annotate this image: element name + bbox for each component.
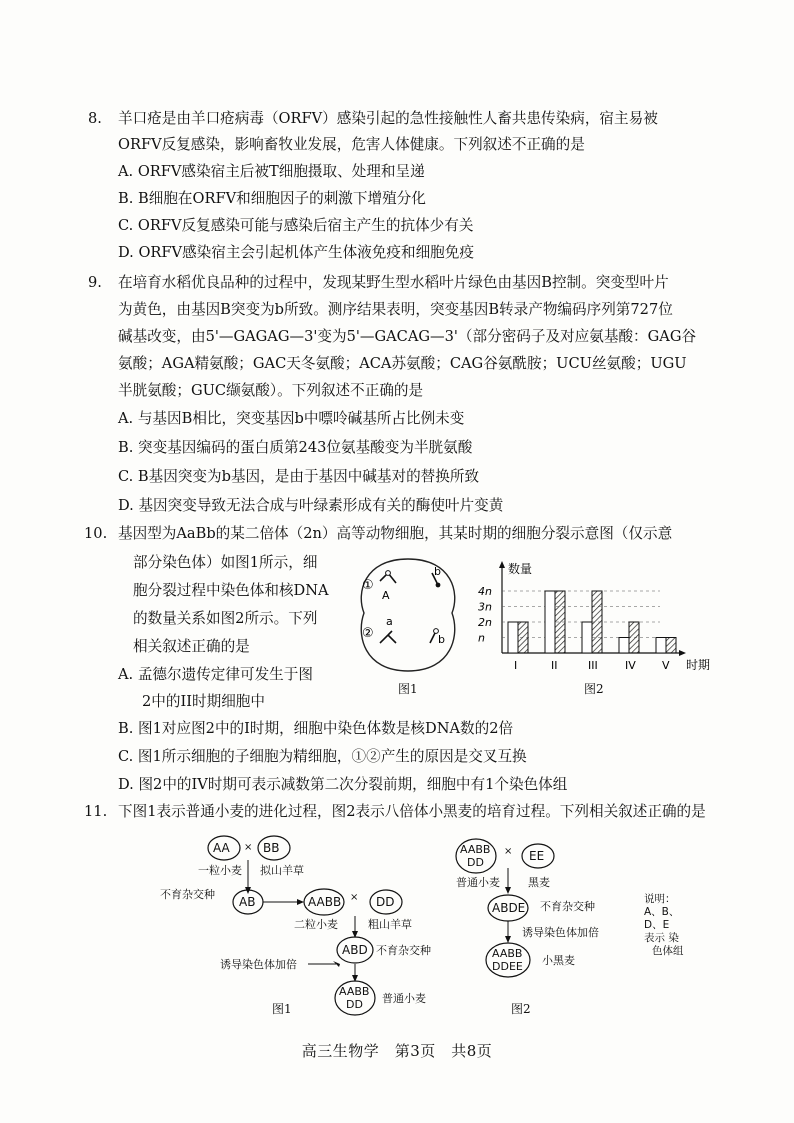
x-tick-IV: IV (625, 659, 636, 672)
q9-number: 9. (88, 274, 102, 291)
svg-text:DD: DD (346, 998, 363, 1011)
q11-figure2-triticale-breeding (448, 836, 718, 986)
svg-text:EE: EE (529, 849, 545, 863)
svg-text:说明：: 说明： (644, 893, 676, 905)
q8-option-b: B. B细胞在ORFV和细胞因子的刺激下增殖分化 (118, 190, 426, 207)
q10-figure2-bar-chart (474, 561, 714, 681)
label-nishan: 拟山羊草 (260, 864, 304, 877)
q9-option-b: B. 突变基因编码的蛋白质第243位氨基酸变为半胱氨酸 (118, 439, 473, 456)
q10-option-c: C. 图1所示细胞的子细胞为精细胞，①②产生的原因是交叉互换 (118, 748, 527, 765)
bar-I-series-1 (508, 622, 518, 653)
q10-stem-side-2: 胞分裂过程中染色体和核DNA (133, 582, 329, 599)
label-buyu-2: 不育杂交种 (540, 900, 595, 913)
q10-option-b: B. 图1对应图2中的I时期，细胞中染色体数是核DNA数的2倍 (118, 720, 514, 737)
bar-V-series-1 (656, 638, 666, 654)
svg-text:DDEE: DDEE (492, 960, 523, 973)
svg-text:AABB: AABB (460, 843, 491, 856)
q9-stem-line-2: 为黄色，由基因B突变为b所致。测序结果表明，突变基因B转录产物编码序列第727位 (118, 301, 673, 318)
svg-text:×: × (244, 842, 253, 853)
q10-option-d: D. 图2中的IV时期可表示减数第二次分裂前期，细胞中有1个染色体组 (118, 776, 568, 793)
svg-text:×: × (350, 892, 359, 903)
x-tick-I: I (514, 659, 518, 672)
q9-option-a: A. 与基因B相比，突变基因b中嘌呤碱基所占比例未变 (118, 410, 465, 427)
q10-option-a-line-1: A. 孟德尔遗传定律可发生于图 (118, 666, 313, 683)
q10-stem-side-1: 部分染色体）如图1所示，细 (133, 554, 318, 571)
q9-option-d: D. 基因突变导致无法合成与叶绿素形成有关的酶使叶片变黄 (118, 497, 504, 514)
bar-II-series-1 (545, 591, 555, 653)
label-youdao: 诱导染色体加倍 (220, 958, 297, 971)
label-putong: 普通小麦 (382, 992, 426, 1005)
q11-stem: 下图1表示普通小麦的进化过程，图2表示八倍体小黑麦的培育过程。下列相关叙述正确的是 (118, 803, 706, 820)
q8-stem-line-2: ORFV反复感染，影响畜牧业发展，危害人体健康。下列叙述不正确的是 (118, 136, 585, 153)
y-tick-2n: 2n (478, 616, 492, 629)
svg-text:DD: DD (376, 895, 395, 909)
q10-option-a-line-2: 2中的II时期细胞中 (142, 693, 265, 710)
chromosome-lower-left (380, 635, 388, 643)
bar-V-series-2 (666, 638, 676, 654)
q11-number: 11. (84, 803, 108, 820)
gene-label-b-upper: b (434, 565, 441, 578)
bar-IV-series-1 (619, 638, 629, 654)
bar-III-series-2 (592, 591, 602, 653)
svg-text:A、B、: A、B、 (644, 906, 680, 918)
label-buyu2: 不育杂交种 (376, 944, 431, 957)
q9-stem-line-5: 半胱氨酸；GUC缬氨酸）。下列叙述不正确的是 (118, 382, 424, 399)
svg-text:×: × (504, 846, 513, 857)
q11-figure2-caption: 图2 (511, 1002, 531, 1016)
x-tick-III: III (588, 659, 598, 672)
svg-text:D、E: D、E (644, 919, 670, 931)
q8-option-c: C. ORFV反复感染可能与感染后宿主产生的抗体少有关 (118, 217, 474, 234)
svg-text:色体组: 色体组 (652, 945, 684, 957)
bar-IV-series-2 (629, 622, 639, 653)
page-footer: 高三生物学 第3页 共8页 (301, 1042, 493, 1060)
x-tick-II: II (551, 659, 558, 672)
svg-text:AB: AB (239, 895, 256, 909)
label-xiaoheimai: 小黑麦 (542, 954, 575, 967)
q10-figure1-caption: 图1 (398, 682, 418, 696)
q11-figure1-wheat-evolution (160, 828, 450, 1020)
svg-text:AABB: AABB (308, 895, 342, 909)
gene-label-a: a (386, 615, 393, 628)
q8-option-a: A. ORFV感染宿主后被T细胞摄取、处理和呈递 (118, 163, 425, 180)
q10-number: 10. (84, 525, 108, 542)
q9-option-c: C. B基因突变为b基因，是由于基因中碱基对的替换所致 (118, 468, 480, 485)
q8-stem-line-1: 羊口疮是由羊口疮病毒（ORFV）感染引起的急性接触性人畜共患传染病，宿主易被 (118, 110, 658, 127)
label-erli: 二粒小麦 (294, 918, 338, 931)
label-youdao-2: 诱导染色体加倍 (522, 926, 599, 939)
q10-figure2-caption: 图2 (584, 682, 604, 696)
gene-label-b-lower: b (438, 633, 445, 646)
q8-option-d: D. ORFV感染宿主会引起机体产生体液免疫和细胞免疫 (118, 244, 474, 261)
bar-II-series-2 (555, 591, 565, 653)
x-axis-label: 时期 (686, 658, 711, 672)
q9-stem-line-1: 在培育水稻优良品种的过程中，发现某野生型水稻叶片绿色由基因B控制。突变型叶片 (118, 274, 669, 291)
homolog-mark-2: ② (362, 626, 374, 641)
y-axis-label: 数量 (508, 562, 533, 576)
svg-text:DD: DD (467, 856, 484, 869)
svg-text:AA: AA (213, 841, 230, 855)
svg-text:ABDE: ABDE (492, 901, 526, 915)
label-heimai: 黑麦 (528, 876, 550, 889)
legend-note (644, 892, 684, 957)
q9-stem-line-4: 氨酸；AGA精氨酸；GAC天冬氨酸；ACA苏氨酸；CAG谷氨酰胺；UCU丝氨酸；UGU (118, 355, 687, 372)
svg-text:AABB: AABB (492, 947, 523, 960)
q10-stem-line-1: 基因型为AaBb的某二倍体（2n）高等动物细胞，其某时期的细胞分裂示意图（仅示意 (118, 525, 673, 542)
bar-III-series-1 (582, 622, 592, 653)
gene-label-A: A (382, 589, 390, 602)
q11-figure1-caption: 图1 (272, 1002, 292, 1016)
q10-figure1-cell-diagram (352, 553, 464, 677)
x-tick-V: V (662, 659, 670, 672)
label-buyu1: 不育杂交种 (160, 888, 215, 901)
q8-number: 8. (88, 110, 102, 127)
y-tick-4n: 4n (478, 585, 492, 598)
q10-stem-side-4: 相关叙述正确的是 (133, 638, 250, 655)
y-tick-n: n (478, 631, 485, 645)
svg-text:AABB: AABB (339, 985, 370, 998)
label-cushan: 粗山羊草 (368, 918, 412, 931)
label-putong-2: 普通小麦 (456, 876, 500, 889)
q10-stem-side-3: 的数量关系如图2所示。下列 (133, 610, 318, 627)
svg-text:BB: BB (263, 841, 280, 855)
svg-text:表示 染: 表示 染 (644, 932, 679, 944)
homolog-mark-1: ① (362, 578, 374, 593)
label-yili: 一粒小麦 (198, 864, 242, 877)
q9-stem-line-3: 碱基改变，由5'—GAGAG—3'变为5'—GACAG—3'（部分密码子及对应氨基酸：GAG谷 (118, 328, 697, 345)
y-tick-3n: 3n (478, 600, 492, 614)
svg-text:ABD: ABD (342, 943, 368, 957)
bar-I-series-2 (518, 622, 528, 653)
